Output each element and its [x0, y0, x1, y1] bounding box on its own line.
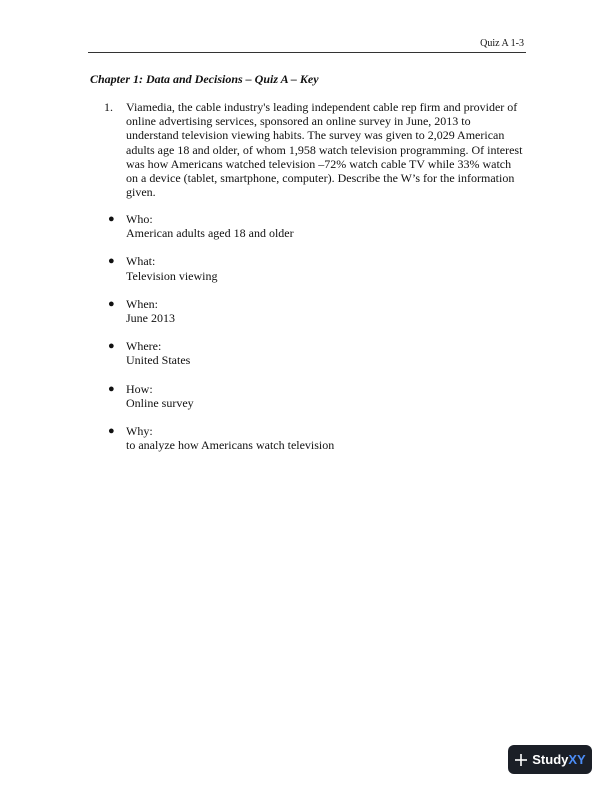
- answer-value: Television viewing: [126, 268, 218, 283]
- answer-item-when: [104, 297, 524, 325]
- answer-value: American adults aged 18 and older: [126, 226, 294, 241]
- answer-list: [104, 212, 524, 466]
- answer-label: How:: [126, 381, 153, 396]
- badge-brand-xy: XY: [568, 751, 586, 767]
- answer-item-who: [104, 212, 524, 240]
- plus-icon: [514, 753, 528, 767]
- answer-value: Online survey: [126, 395, 194, 410]
- answer-value: June 2013: [126, 311, 175, 326]
- answer-item-what: [104, 254, 524, 282]
- answer-label: What:: [126, 254, 156, 269]
- question-number: 1.: [104, 100, 113, 114]
- studyxy-badge[interactable]: [508, 745, 592, 774]
- question-block: [104, 100, 524, 199]
- answer-label: When:: [126, 296, 158, 311]
- chapter-title: Chapter 1: Data and Decisions – Quiz A – Key: [90, 72, 319, 86]
- badge-brand-study: Study: [532, 751, 569, 767]
- bullet-icon: ●: [108, 297, 115, 310]
- bullet-icon: ●: [108, 425, 115, 438]
- bullet-icon: ●: [108, 340, 115, 353]
- running-head: Quiz A 1-3: [480, 38, 524, 49]
- answer-label: Who:: [126, 212, 153, 226]
- answer-item-why: [104, 424, 524, 452]
- answer-value: United States: [126, 353, 191, 368]
- answer-label: Why:: [126, 424, 153, 439]
- answer-item-how: [104, 382, 524, 410]
- bullet-icon: ●: [108, 382, 115, 395]
- answer-label: Where:: [126, 339, 162, 354]
- question-text: Viamedia, the cable industry's leading independent cable rep firm and provider of online advertising services, sponsored an online survey in June, 2013 to understand television viewing habits. The survey was given to 2,029 American adults age 18 and older, of whom 1,958 watch television programming. Of interest was how Americans watched television –72% watch cable TV while 33% watch on a device (tablet, smartphone, computer). Describe the W’s for the information given.: [126, 100, 523, 200]
- answer-value: to analyze how Americans watch television: [126, 438, 335, 453]
- bullet-icon: ●: [108, 255, 115, 268]
- page-header: [88, 38, 526, 53]
- answer-item-where: [104, 339, 524, 367]
- bullet-icon: ●: [108, 213, 115, 225]
- badge-brand: [532, 753, 585, 767]
